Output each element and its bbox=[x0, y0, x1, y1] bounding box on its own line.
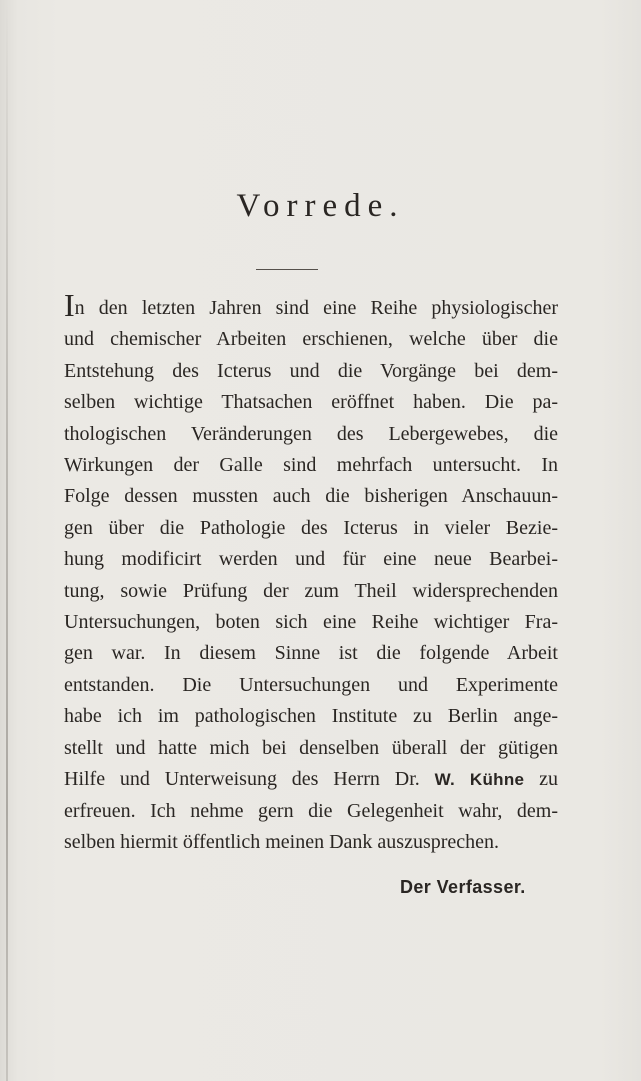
paragraph-line-12: gen war. In diesem Sinne ist die folgende Arbeit bbox=[64, 642, 558, 665]
line-16-end: zu bbox=[539, 768, 559, 791]
paragraph-line-3: Entstehung des Icterus und die Vorgänge bei dem- bbox=[64, 359, 558, 382]
page-heading: Vorrede. bbox=[236, 188, 405, 224]
paragraph-line-7: Folge dessen mussten auch die bisherigen Anschauun- bbox=[64, 485, 558, 508]
heading-rule bbox=[256, 269, 318, 270]
paragraph-line-18: selben hiermit öffentlich meinen Dank auszusprechen. bbox=[64, 830, 500, 853]
paragraph-line-11: Untersuchungen, boten sich eine Reihe wichtiger Fra- bbox=[64, 611, 558, 634]
paragraph-line-13: entstanden. Die Untersuchungen und Experimente bbox=[64, 673, 558, 696]
paragraph-line-8: gen über die Pathologie des Icterus in vieler Bezie- bbox=[64, 516, 558, 539]
paragraph-line-15: stellt und hatte mich bei denselben überall der gütigen bbox=[64, 736, 558, 759]
paragraph-line-10: tung, sowie Prüfung der zum Theil widersprechenden bbox=[64, 579, 558, 602]
paragraph-line-1 bbox=[64, 287, 558, 324]
paragraph-line-14: habe ich im pathologischen Institute zu Berlin ange- bbox=[64, 705, 558, 728]
preface-paragraph bbox=[64, 287, 559, 858]
line-16-start: Hilfe und Unterweisung des Herrn Dr. bbox=[64, 768, 420, 791]
paragraph-line-6: Wirkungen der Galle sind mehrfach untersucht. In bbox=[64, 454, 558, 477]
paragraph-line-2: und chemischer Arbeiten erschienen, welche über die bbox=[64, 328, 558, 351]
paragraph-line-9: hung modificirt werden und für eine neue Bearbei- bbox=[64, 548, 558, 571]
paragraph-line-5: thologischen Veränderungen des Lebergewebes, die bbox=[64, 422, 558, 445]
drop-cap: I bbox=[64, 287, 75, 323]
first-line-text: n den letzten Jahren sind eine Reihe physiologischer bbox=[74, 297, 558, 319]
paragraph-line-16 bbox=[64, 764, 558, 795]
binding-gutter bbox=[6, 0, 8, 1081]
paragraph-line-4: selben wichtige Thatsachen eröffnet haben. Die pa- bbox=[64, 391, 558, 414]
person-name: W. Kühne bbox=[434, 770, 525, 790]
paragraph-line-17: erfreuen. Ich nehme gern die Gelegenheit wahr, dem- bbox=[64, 799, 558, 822]
author-signature: Der Verfasser. bbox=[400, 877, 526, 897]
